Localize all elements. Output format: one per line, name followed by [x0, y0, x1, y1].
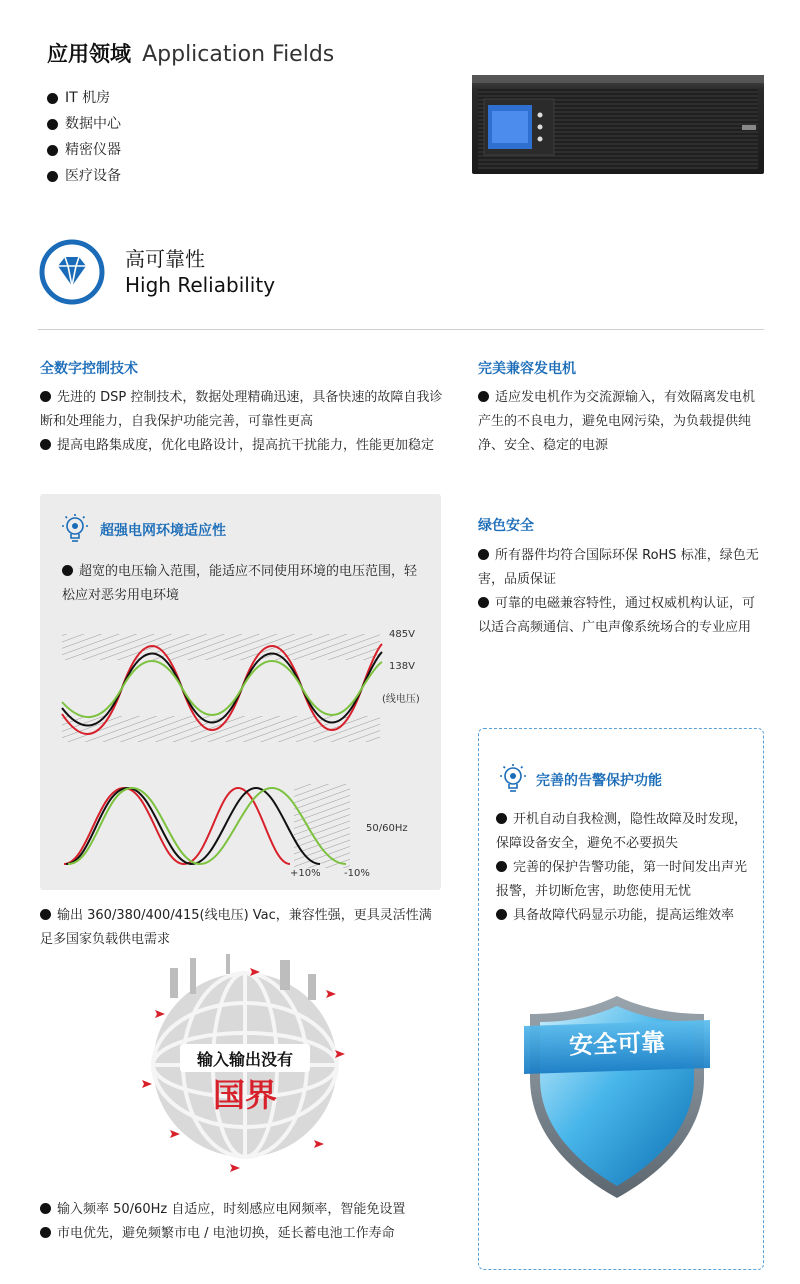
- shield-label: 安全可靠: [568, 1028, 666, 1060]
- wave-label-frequency: 50/60Hz: [366, 823, 408, 834]
- bullet-icon: [47, 119, 58, 130]
- globe-caption-line1: 输入输出没有: [196, 1050, 293, 1069]
- list-item: 精密仪器: [47, 137, 121, 163]
- list-item: 具备故障代码显示功能，提高运维效率: [496, 904, 752, 928]
- lightbulb-gear-icon: [60, 512, 90, 546]
- generator-heading: 完美兼容发电机: [478, 361, 576, 377]
- diamond-icon: [38, 238, 106, 306]
- freq-wave-red: [64, 788, 290, 864]
- reliability-badge-icon: [38, 238, 106, 306]
- bullet-icon: [47, 93, 58, 104]
- grid-adapt-icon: [60, 512, 90, 546]
- section-divider: [38, 329, 764, 330]
- wave-label-138v: 138V: [389, 661, 415, 672]
- list-item: 完善的保护告警功能，第一时间发出声光报警，并切断危害，助您使用无忧: [496, 860, 748, 899]
- bullet-icon: [478, 597, 489, 608]
- bullet-icon: [47, 145, 58, 156]
- generator-text: [478, 386, 764, 458]
- list-item: IT 机房: [47, 85, 121, 111]
- lightbulb-gear-icon: [498, 762, 528, 796]
- list-item: 市电优先，避免频繁市电 / 电池切换，延长蓄电池工作寿命: [40, 1222, 460, 1246]
- list-item: 医疗设备: [47, 163, 121, 189]
- bullet-icon: [478, 549, 489, 560]
- freq-wave-black: [66, 788, 320, 864]
- bullet-icon: [62, 565, 73, 576]
- list-item: 可靠的电磁兼容特性，通过权威机构认证，可以适合高频通信、广电声像系统场合的专业应用: [478, 596, 756, 635]
- list-item: 开机自动自我检测，隐性故障及时发现，保障设备安全，避免不必要损失: [496, 812, 748, 851]
- wave-label-485v: 485V: [389, 629, 415, 640]
- list-item: 适应发电机作为交流源输入，有效隔离发电机产生的不良电力，避免电网污染，为负载提供纯净、安全、稳定的电源: [478, 390, 756, 453]
- reliability-title: [125, 246, 275, 298]
- page-title-en: Application Fields: [142, 42, 335, 67]
- bullet-icon: [47, 171, 58, 182]
- list-item: 提高电路集成度，优化电路设计，提高抗干扰能力，性能更加稳定: [40, 434, 443, 458]
- list-item: 数据中心: [47, 111, 121, 137]
- green-safety-text: [478, 544, 764, 640]
- globe-caption-line2: 国界: [212, 1076, 277, 1114]
- voltage-note: 输出 360/380/400/415(线电压) Vac，兼容性强，更具灵活性满足多国家负载供电需求: [40, 908, 432, 947]
- list-item: 超宽的电压输入范围，能适应不同使用环境的电压范围，轻松应对恶劣用电环境: [62, 564, 418, 603]
- reliability-title-en: High Reliability: [125, 273, 276, 297]
- bullet-icon: [40, 439, 51, 450]
- bullet-icon: [478, 391, 489, 402]
- bullet-icon: [40, 1203, 51, 1214]
- wave-label-plus10: +10%: [290, 868, 321, 879]
- list-item: 所有器件均符合国际环保 RoHS 标准，绿色无害，品质保证: [478, 548, 759, 587]
- reliability-title-cn: 高可靠性: [125, 247, 205, 271]
- bullet-icon: [496, 909, 507, 920]
- bottom-points: [40, 1198, 460, 1246]
- page-title: [47, 38, 334, 68]
- wave-label-line-voltage: (线电压): [382, 694, 420, 705]
- bullet-icon: [40, 909, 51, 920]
- bullet-icon: [40, 391, 51, 402]
- voltage-wave-diagram: [58, 624, 428, 744]
- grid-adapt-text: [62, 560, 427, 608]
- page-title-cn: 应用领域: [47, 42, 131, 66]
- grid-adapt-heading: 超强电网环境适应性: [100, 523, 226, 539]
- list-item: 输入频率 50/60Hz 自适应，时刻感应电网频率，智能免设置: [40, 1198, 460, 1222]
- alarm-icon: [498, 762, 528, 796]
- bullet-icon: [496, 813, 507, 824]
- wave-label-minus10: -10%: [344, 868, 370, 879]
- alarm-heading: 完善的告警保护功能: [536, 773, 662, 789]
- bullet-icon: [496, 861, 507, 872]
- list-item: 先进的 DSP 控制技术，数据处理精确迅速，具备快速的故障自我诊断和处理能力，自我保护功能完善，可靠性更高: [40, 390, 443, 429]
- green-safety-heading: 绿色安全: [478, 518, 534, 534]
- digital-control-text: [40, 386, 443, 458]
- digital-control-heading: 全数字控制技术: [40, 361, 138, 377]
- frequency-wave-diagram: [58, 780, 358, 872]
- ups-product-image: [472, 75, 764, 174]
- application-field-list: [47, 85, 121, 189]
- alarm-text: [496, 808, 752, 928]
- bullet-icon: [40, 1227, 51, 1238]
